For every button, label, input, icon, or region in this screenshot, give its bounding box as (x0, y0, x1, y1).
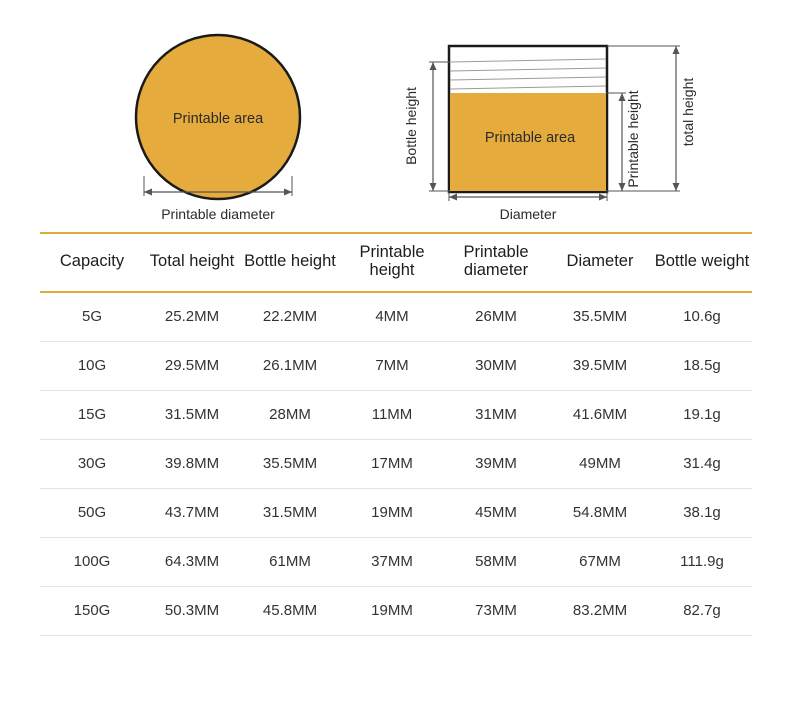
cell-printable-diameter: 73MM (444, 586, 548, 635)
cell-printable-height: 11MM (340, 390, 444, 439)
diagram-section (0, 0, 790, 232)
top-view-printable-area-label: Printable area (172, 111, 264, 127)
spec-table-body (40, 292, 752, 636)
spec-table-head (40, 233, 752, 292)
table-header-row (40, 233, 752, 292)
column-header-printable-diameter: Printable diameter (463, 243, 529, 280)
cell-printable-diameter: 58MM (444, 537, 548, 586)
total-height-label: total height (680, 77, 696, 147)
cell-bottle-height: 22.2MM (240, 292, 340, 342)
table-row (40, 341, 752, 390)
cell-bottle-height: 45.8MM (240, 586, 340, 635)
cell-total-height: 64.3MM (144, 537, 240, 586)
cell-printable-height: 4MM (340, 292, 444, 342)
cell-printable-height: 17MM (340, 439, 444, 488)
column-header-printable-height: Printable height (359, 243, 425, 280)
cell-total-height: 25.2MM (144, 292, 240, 342)
arrow-down-icon (673, 183, 680, 191)
arrow-right-icon (599, 194, 607, 201)
cell-printable-diameter: 31MM (444, 390, 548, 439)
cell-diameter: 49MM (548, 439, 652, 488)
cell-diameter: 83.2MM (548, 586, 652, 635)
table-row (40, 390, 752, 439)
table-row (40, 586, 752, 635)
arrow-left-icon (144, 189, 152, 196)
cell-capacity: 100G (40, 537, 144, 586)
diameter-label: Diameter (499, 206, 557, 222)
column-header-bottle-weight: Bottle weight (654, 252, 750, 271)
cell-printable-diameter: 45MM (444, 488, 548, 537)
column-header-diameter: Diameter (566, 252, 634, 271)
printable-diameter-label: Printable diameter (161, 206, 275, 222)
arrow-up-icon (673, 46, 680, 54)
cell-diameter: 67MM (548, 537, 652, 586)
cell-diameter: 35.5MM (548, 292, 652, 342)
cell-printable-diameter: 30MM (444, 341, 548, 390)
cell-total-height: 39.8MM (144, 439, 240, 488)
arrow-left-icon (449, 194, 457, 201)
cell-bottle-height: 35.5MM (240, 439, 340, 488)
spec-table (40, 232, 752, 636)
cell-bottle-weight: 31.4g (652, 439, 752, 488)
top-view-diagram (136, 35, 300, 222)
cell-printable-height: 37MM (340, 537, 444, 586)
cell-bottle-weight: 82.7g (652, 586, 752, 635)
cell-printable-height: 19MM (340, 488, 444, 537)
cell-bottle-weight: 111.9g (652, 537, 752, 586)
side-view-printable-area-label: Printable area (484, 130, 576, 146)
cell-bottle-height: 31.5MM (240, 488, 340, 537)
cell-bottle-weight: 18.5g (652, 341, 752, 390)
cell-bottle-weight: 10.6g (652, 292, 752, 342)
table-row (40, 439, 752, 488)
column-header-bottle-height: Bottle height (244, 252, 336, 271)
cell-bottle-height: 28MM (240, 390, 340, 439)
column-header-capacity: Capacity (59, 252, 125, 271)
cell-total-height: 43.7MM (144, 488, 240, 537)
bottle-height-label: Bottle height (403, 87, 419, 165)
cell-printable-diameter: 39MM (444, 439, 548, 488)
cell-capacity: 50G (40, 488, 144, 537)
cell-capacity: 30G (40, 439, 144, 488)
table-row (40, 292, 752, 342)
cell-bottle-weight: 38.1g (652, 488, 752, 537)
cell-total-height: 50.3MM (144, 586, 240, 635)
arrow-right-icon (284, 189, 292, 196)
cell-printable-diameter: 26MM (444, 292, 548, 342)
cell-diameter: 41.6MM (548, 390, 652, 439)
cell-capacity: 5G (40, 292, 144, 342)
cell-capacity: 10G (40, 341, 144, 390)
cell-printable-height: 19MM (340, 586, 444, 635)
spec-table-wrapper (40, 232, 752, 636)
table-row (40, 488, 752, 537)
arrow-up-icon (430, 62, 437, 70)
cell-total-height: 31.5MM (144, 390, 240, 439)
cell-capacity: 150G (40, 586, 144, 635)
diagrams-svg (0, 0, 790, 232)
cell-diameter: 39.5MM (548, 341, 652, 390)
table-row (40, 537, 752, 586)
printable-height-label: Printable height (625, 90, 641, 188)
cell-bottle-height: 26.1MM (240, 341, 340, 390)
cell-total-height: 29.5MM (144, 341, 240, 390)
cell-bottle-weight: 19.1g (652, 390, 752, 439)
cell-printable-height: 7MM (340, 341, 444, 390)
column-header-total-height: Total height (149, 252, 235, 271)
cell-bottle-height: 61MM (240, 537, 340, 586)
cell-capacity: 15G (40, 390, 144, 439)
arrow-down-icon (430, 183, 437, 191)
cell-diameter: 54.8MM (548, 488, 652, 537)
side-view-diagram (403, 46, 696, 222)
